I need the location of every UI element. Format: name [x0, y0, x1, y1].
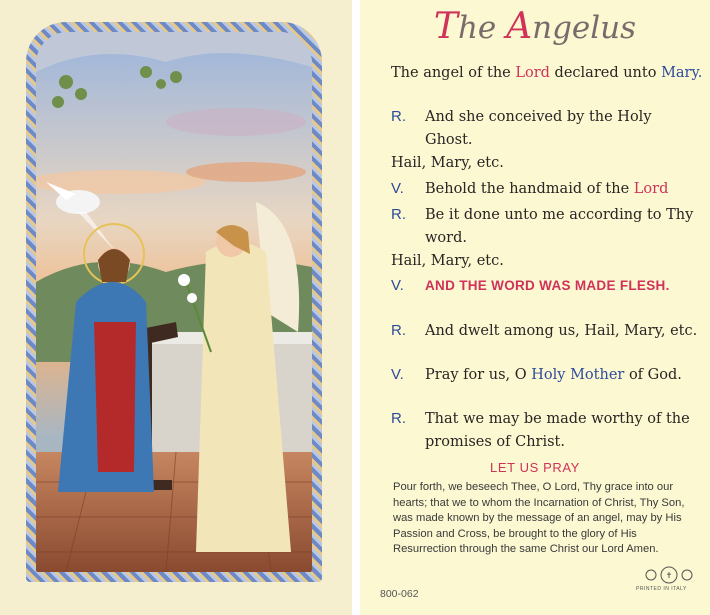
verse-segment: Hail, Mary, etc. [391, 253, 504, 269]
verse-text [425, 320, 703, 343]
verse-segment: And she conceived by the Holy Ghost. [425, 109, 652, 148]
annunciation-illustration [36, 32, 312, 572]
verse-text [391, 62, 703, 85]
title-initial-a: A [506, 6, 533, 47]
holy-card-back [360, 0, 710, 615]
verse-segment: Lord [633, 181, 669, 197]
verse-text [425, 408, 703, 454]
verse-text [425, 364, 703, 387]
ornamental-border [26, 22, 322, 582]
verse-marker: R. [391, 410, 406, 427]
verse-segment: AND THE WORD WAS MADE FLESH. [425, 278, 670, 293]
verse-marker: R. [391, 108, 406, 125]
verse-segment: Pray for us, O [425, 367, 532, 383]
cloud [186, 162, 306, 182]
verse-segment: of God. [624, 367, 682, 383]
verse-text [425, 178, 703, 201]
verse-marker: R. [391, 206, 406, 223]
verse-segment: The angel of the [391, 65, 516, 81]
publisher-seal-icon [641, 566, 697, 584]
verse-marker: V. [391, 277, 404, 294]
closing-prayer: Pour forth, we beseech Thee, O Lord, Thy grace into our hearts; that we to whom the Incarnation of Christ, Thy Son, was made known by the message of an angel, may by His Passion and Cross, be brought to the glory of His Resurrection through the same Christ our Lord Amen. [393, 481, 685, 556]
verse-text [391, 250, 703, 273]
verse-segment: Hail, Mary, etc. [391, 155, 504, 171]
title-text-ngelus: ngelus [532, 10, 637, 46]
verse-text [425, 204, 703, 250]
verse-text [425, 275, 703, 298]
verse-marker: V. [391, 180, 404, 197]
verse-segment: Mary. [661, 65, 703, 81]
card-code: 800-062 [380, 588, 419, 600]
verse-segment: declared unto [549, 65, 662, 81]
verse-marker: V. [391, 366, 404, 383]
verse-segment: And dwelt among us, Hail, Mary, etc. [425, 323, 698, 339]
title-text-he: he [457, 10, 507, 46]
verse-segment: Behold the handmaid of the [425, 181, 634, 197]
verse-text [391, 152, 703, 175]
verse-segment: That we may be made worthy of the promises of Christ. [425, 411, 690, 450]
verse-segment: Lord [515, 65, 550, 81]
verse-text [425, 106, 703, 152]
printed-in-italy: PRINTED IN ITALY [636, 586, 687, 592]
svg-text:✝: ✝ [665, 571, 673, 580]
verse-segment: Be it done unto me according to Thy word. [425, 207, 694, 246]
cloud [166, 108, 306, 136]
holy-card-front [0, 0, 352, 615]
title-initial-t: T [433, 6, 458, 47]
verse-segment: Holy Mother [531, 367, 625, 383]
card-title [360, 6, 710, 47]
verse-marker: R. [391, 322, 406, 339]
let-us-pray-heading: LET US PRAY [490, 460, 580, 475]
